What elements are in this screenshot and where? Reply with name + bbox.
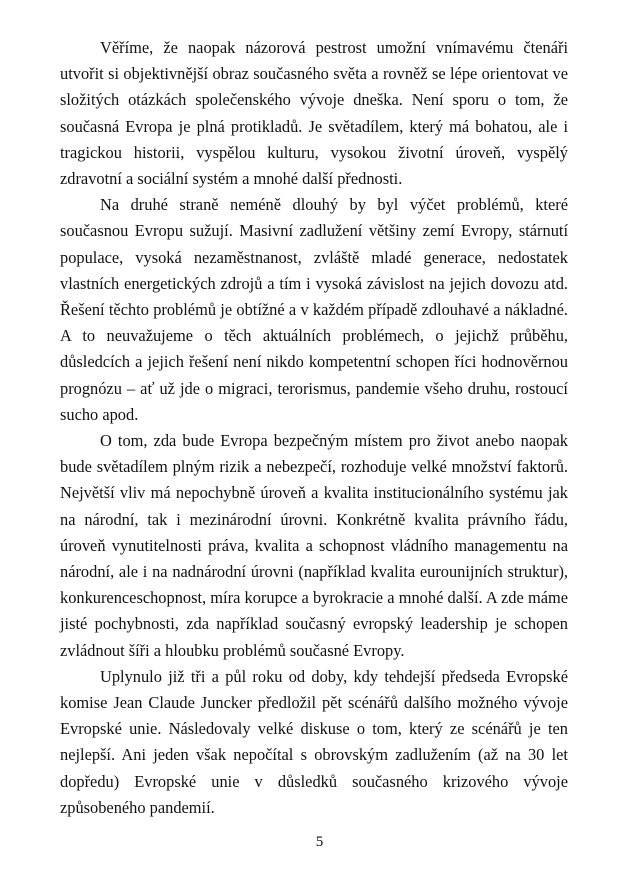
paragraph-2: Na druhé straně neméně dlouhý by byl výčet problémů, které současnou Evropu sužují. Masivní zadlužení většiny zemí Evropy, stárnutí populace, vysoká nezaměstnanost, zvláště mladé generace, nedostatek vlastních energetických zdrojů a tím i vysoká závislost na jejich dovozu atd. Řešení těchto problémů je obtížné a v každém případě zdlouhavé a nákladné. A to neuvažujeme o těch aktuálních problémech, o jejichž průběhu, důsledcích a jejich řešení není nikdo kompetentní schopen říci hodnověrnou prognózu – ať už jde o migraci, terorismus, pandemie všeho druhu, rostoucí sucho apod. bbox=[60, 195, 568, 424]
paragraph-1: Věříme, že naopak názorová pestrost umožní vnímavému čtenáři utvořit si objektivnější obraz současného světa a rovněž se lépe orientovat ve složitých otázkách společenského vývoje dneška. Není sporu o tom, že současná Evropa je plná protikladů. Je světadílem, který má bohatou, ale i tragickou historii, vyspělou kulturu, vysokou životní úroveň, vyspělý zdravotní a sociální systém a mnohé další přednosti. bbox=[60, 38, 568, 189]
paragraph-3: O tom, zda bude Evropa bezpečným místem pro život anebo naopak bude světadílem plným rizik a nebezpečí, rozhoduje velké množství faktorů. Největší vliv má nepochybně úroveň a kvalita institucionálního systému jak na národní, tak i mezinárodní úrovni. Konkrétně kvalita právního řádu, úroveň vynutitelnosti práva, kvalita a schopnost vládního managementu na národní, ale i na nadnárodní úrovni (například kvalita eurounijních struktur), konkurenceschopnost, míra korupce a byrokracie a mnohé další. A zde máme jisté pochybnosti, zda například současný evropský leadership je schopen zvládnout šíři a hloubku problémů současné Evropy. bbox=[60, 431, 568, 660]
page-number: 5 bbox=[315, 834, 324, 850]
body-text bbox=[60, 35, 568, 821]
paragraph-4: Uplynulo již tři a půl roku od doby, kdy tehdejší předseda Evropské komise Jean Claude Juncker předložil pět scénářů dalšího možného vývoje Evropské unie. Následovaly velké diskuse o tom, který ze scénářů je ten nejlepší. Ani jeden však nepočítal s obrovským zadlužením (až na 30 let dopředu) Evropské unie v důsledků současného krizového vývoje způsobeného pandemií. bbox=[60, 666, 568, 817]
